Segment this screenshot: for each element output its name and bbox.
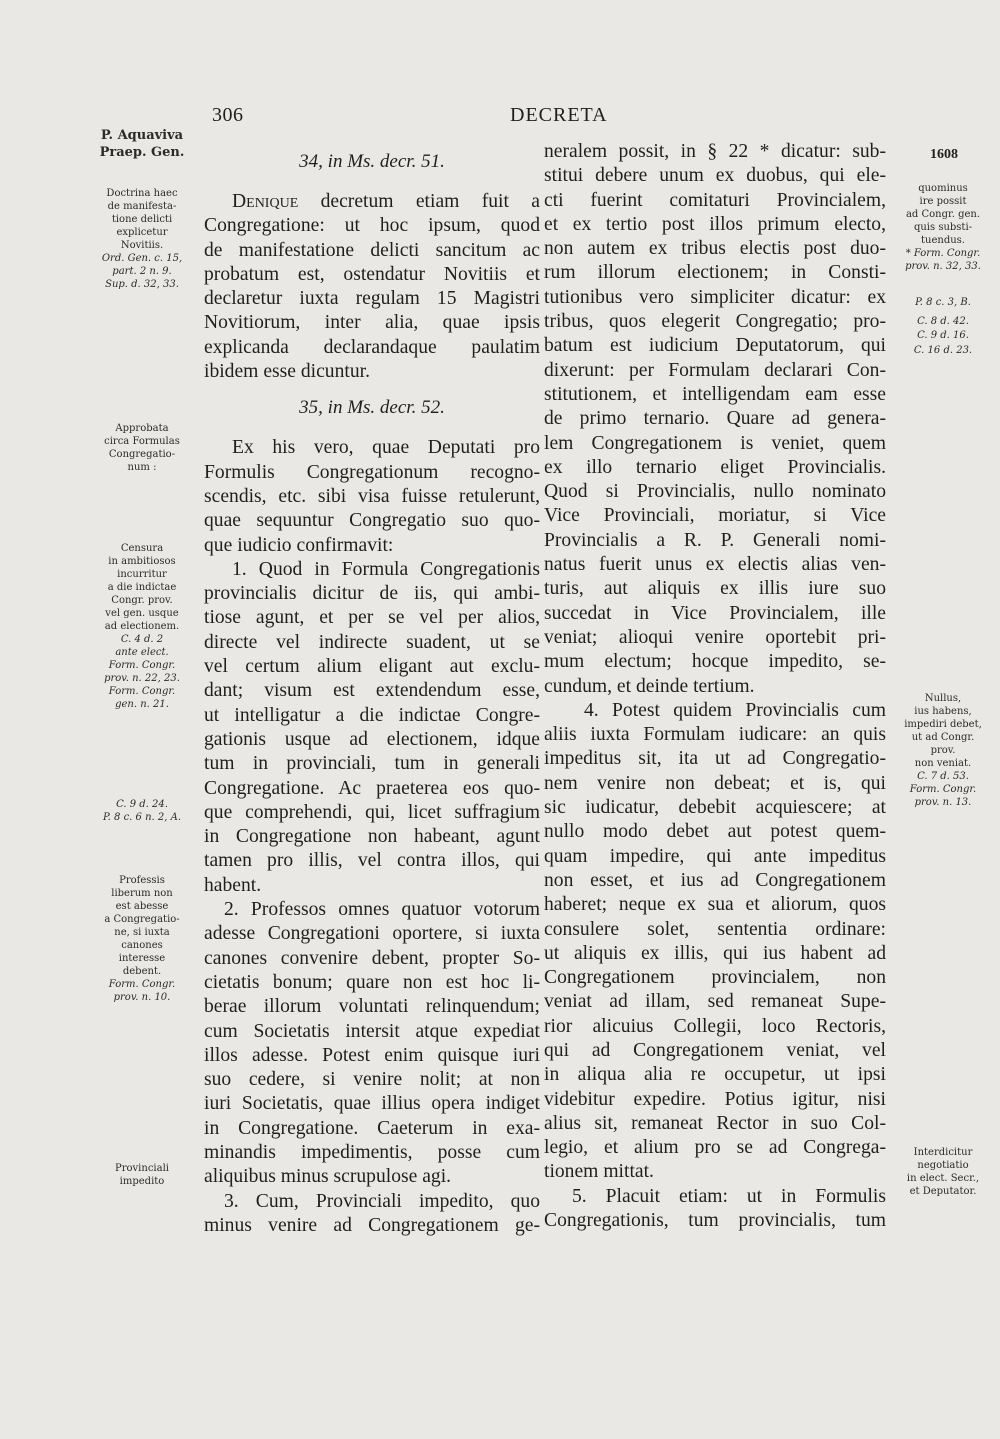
text-line: habent. <box>204 874 262 896</box>
text-line: explicanda declarandaque paulatim <box>204 336 540 358</box>
text-line: 1. Quod in Formula Congregationis <box>232 558 540 580</box>
margin-line: circa Formulas <box>104 436 180 447</box>
margin-note-approbata <box>86 422 198 474</box>
text-line: directe vel indirecte suadent, ut se <box>204 631 540 653</box>
text-fragment: decretum etiam fuit a <box>298 191 540 212</box>
text-line: iuri Societatis, quae illius opera indiget <box>204 1093 540 1115</box>
margin-reference: C. 4 d. 2 <box>120 634 164 645</box>
margin-line: impediri debet, <box>904 719 982 730</box>
margin-reference: prov. n. 22, 23. <box>104 673 180 684</box>
margin-line: negotiatio <box>917 1160 969 1171</box>
margin-line: a die indictae <box>107 582 177 593</box>
text-line: quam impedire, qui ante impeditus <box>544 845 886 867</box>
margin-line: ut ad Congr. <box>911 732 975 743</box>
text-line: tribus, quos elegerit Congregatio; pro- <box>544 311 886 333</box>
text-line: cundum, et deinde tertium. <box>544 675 755 697</box>
margin-line: tuendus. <box>921 235 965 246</box>
margin-line: Congr. prov. <box>111 595 173 606</box>
text-line: de primo ternario. Quare ad genera- <box>544 408 886 430</box>
margin-reference: prov. n. 13. <box>914 797 972 808</box>
text-line: suo cedere, si venire nolit; at non <box>204 1069 540 1091</box>
text-line: tamen pro illis, vel contra illos, qui <box>204 850 540 872</box>
margin-line: Interdicitur <box>913 1147 973 1158</box>
text-line: minandis impedimentis, posse cum <box>204 1141 540 1163</box>
decree-heading: 34, in Ms. decr. 51. <box>299 151 445 172</box>
text-line: qui ad Congregationem veniat, vel <box>544 1039 886 1061</box>
text-line: stitutionem, et intelligendam eam esse <box>544 383 886 405</box>
text-line: rior alicuius Collegii, loco Rectoris, <box>544 1015 886 1037</box>
text-line: veniat ad illam, sed remaneat Supe- <box>544 991 886 1013</box>
text-line: tionem mittat. <box>544 1161 654 1183</box>
margin-reference: Form. Congr. <box>108 660 176 671</box>
margin-line: impedito <box>119 1176 165 1187</box>
text-line: nem venire non debeat; et is, qui <box>544 772 886 794</box>
margin-line: incurritur <box>117 569 167 580</box>
margin-line: tione delicti <box>111 214 173 225</box>
text-line: rum illorum electionem; in Consti- <box>544 262 886 284</box>
text-line: cietatis bonum; quare non est hoc li- <box>204 971 540 993</box>
margin-line: Nullus, <box>924 693 962 704</box>
text-line: canones convenire debent, propter So- <box>204 947 540 969</box>
text-line: in Congregatione non habeant, agunt <box>204 826 540 848</box>
text-line: Quod si Provincialis, nullo nominato <box>544 481 886 503</box>
margin-author <box>86 127 198 161</box>
margin-reference: C. 7 d. 53. <box>917 771 969 782</box>
text-line: minus venire ad Congregationem ge- <box>204 1214 540 1236</box>
margin-line: ne, si iuxta <box>114 927 170 938</box>
margin-note-provinciali <box>86 1162 198 1188</box>
text-line: Congregatione. Ac praeterea eos quo- <box>204 777 540 799</box>
text-line: aliis iuxta Formulam iudicare: an quis <box>544 724 886 746</box>
margin-line: est abesse <box>115 901 169 912</box>
text-line: ut intelligatur a die indictae Congre- <box>204 704 540 726</box>
text-line: ibidem esse dicuntur. <box>204 361 370 383</box>
text-line: mum electum; hocque impedito, se- <box>544 651 886 673</box>
margin-line: Doctrina haec <box>106 188 178 199</box>
margin-line: Novitiis. <box>120 240 164 251</box>
margin-line: Approbata <box>115 423 169 434</box>
margin-year: 1608 <box>930 147 958 162</box>
text-line: non autem ex tribus electis post duo- <box>544 238 886 260</box>
margin-line: interesse <box>118 953 166 964</box>
text-line: que iudicio confirmavit: <box>204 534 394 556</box>
margin-reference: C. 9 d. 16. <box>917 330 969 341</box>
text-line: probatum est, ostendatur Novitiis et <box>204 263 540 285</box>
margin-reference: prov. n. 10. <box>113 992 171 1003</box>
text-line: vel certum alium eligant aut exclu- <box>204 656 540 678</box>
margin-note-nullus <box>893 692 993 809</box>
text-line: impeditus sit, ita ut ad Congregatio- <box>544 748 886 770</box>
margin-reference: P. 8 c. 6 n. 2, A. <box>102 812 182 823</box>
text-line: adesse Congregationi oportere, si iuxta <box>204 923 540 945</box>
text-line: cum Societatis intersit atque expediat <box>204 1020 540 1042</box>
margin-line: prov. <box>930 745 956 756</box>
text-line: gationis usque ad electionem, idque <box>204 728 540 750</box>
margin-reference: prov. n. 32, 33. <box>905 261 981 272</box>
text-line: Ex his vero, quae Deputati pro <box>232 437 540 459</box>
margin-line: ad Congr. gen. <box>905 209 981 220</box>
text-line: tiose agunt, et per se vel per alios, <box>204 607 540 629</box>
margin-note-doctrina <box>86 187 198 291</box>
margin-note-refs-right <box>893 296 993 358</box>
text-line: Vice Provinciali, moriatur, si Vice <box>544 505 886 527</box>
margin-note-professis <box>86 874 198 1004</box>
margin-line: Congregatio- <box>108 449 176 460</box>
margin-line: liberum non <box>111 888 173 899</box>
text-line: consulere solet, sententia ordinare: <box>544 918 886 940</box>
text-line: sic iudicatur, debebit acquiescere; at <box>544 797 886 819</box>
margin-note-censura <box>86 542 198 711</box>
margin-reference: Form. Congr. <box>909 784 977 795</box>
text-line: 3. Cum, Provinciali impedito, quo <box>224 1190 540 1212</box>
margin-note-interdicitur <box>893 1146 993 1198</box>
text-line: Congregationis, tum provincialis, tum <box>544 1210 886 1232</box>
text-line: Novitiorum, inter alia, quae ipsis <box>204 312 540 334</box>
text-line: dant; visum est extendendum esse, <box>204 680 540 702</box>
margin-line: ius habens, <box>914 706 972 717</box>
text-line: 5. Placuit etiam: ut in Formulis <box>572 1185 886 1207</box>
margin-line: quominus <box>918 183 968 194</box>
margin-line: de manifesta- <box>107 201 177 212</box>
text-line: illos adesse. Potest enim quisque iuri <box>204 1044 540 1066</box>
text-line: in Congregatione. Caeterum in exa- <box>204 1117 540 1139</box>
text-line: neralem possit, in § 22 * dicatur: sub- <box>544 141 886 162</box>
running-title: DECRETA <box>510 104 608 126</box>
text-line: 2. Professos omnes quatuor votorum <box>224 899 540 921</box>
margin-line: a Congregatio- <box>104 914 180 925</box>
margin-line: Provinciali <box>115 1163 169 1174</box>
margin-reference: C. 16 d. 23. <box>913 344 973 356</box>
margin-reference: Form. Congr. <box>108 979 176 990</box>
text-line: non esset, et ius ad Congregationem <box>544 869 886 891</box>
margin-line: canones <box>121 940 163 951</box>
text-line: succedat in Vice Provincialem, ille <box>544 602 886 624</box>
drop-word: Denique <box>232 191 299 212</box>
text-line <box>204 190 540 214</box>
page-number: 306 <box>212 104 244 126</box>
margin-line: ad electionem. <box>104 621 180 632</box>
text-line: declaretur iuxta regulam 15 Magistri <box>204 288 540 310</box>
margin-reference: Form. Congr. <box>108 686 176 697</box>
text-line: veniat; alioqui venire oportebit pri- <box>544 626 886 648</box>
text-line: stitui debere unum ex duobus, qui ele- <box>544 165 886 187</box>
text-line: berae illorum voluntati relinquendum; <box>204 996 540 1018</box>
text-line: nullo modo debet aut potest quem- <box>544 821 886 843</box>
margin-line: vel gen. usque <box>105 608 179 619</box>
margin-note-quominus <box>893 182 993 273</box>
text-line: scendis, etc. sibi visa fuisse retulerunt, <box>204 485 540 507</box>
margin-line: explicetur <box>116 227 168 238</box>
margin-reference: part. 2 n. 9. <box>112 266 172 277</box>
text-line: lem Congregationem is veniet, quem <box>544 432 886 454</box>
margin-line: in ambitiosos <box>108 556 176 567</box>
margin-reference: * Form. Congr. <box>905 248 981 259</box>
margin-line: Professis <box>119 875 165 886</box>
margin-note-refs <box>86 798 198 824</box>
margin-line: Censura <box>120 543 164 554</box>
margin-reference: Ord. Gen. c. 15, <box>101 253 183 264</box>
margin-line: ire possit <box>919 196 967 207</box>
left-text-column <box>204 150 540 1238</box>
margin-reference: C. 9 d. 24. <box>116 799 168 810</box>
margin-line: et Deputator. <box>909 1186 977 1197</box>
text-line: legio, et alium pro se ad Congrega- <box>544 1137 886 1159</box>
margin-reference: P. 8 c. 3, B. <box>915 297 971 308</box>
text-line: dixerunt: per Formulam declarari Con- <box>544 359 886 381</box>
margin-author-line: Praep. Gen. <box>99 145 185 160</box>
text-line: Congregationem provincialem, non <box>544 967 886 989</box>
margin-reference: C. 8 d. 42. <box>917 315 969 327</box>
margin-author-line: P. Aquaviva <box>100 128 184 143</box>
text-line: ex illo ternario eliget Provincialis. <box>544 456 886 478</box>
text-line: natus fuerit unus ex electis alias ven- <box>544 554 886 576</box>
text-line: tutionibus vero simpliciter dicatur: ex <box>544 286 886 308</box>
margin-line: debent. <box>122 966 162 977</box>
text-line: turis, aut aliquis ex illis iure suo <box>544 578 886 600</box>
margin-line: quis substi- <box>913 222 973 233</box>
text-line: Formulis Congregationum recogno- <box>204 461 540 483</box>
text-line: 4. Potest quidem Provincialis cum <box>584 699 886 721</box>
text-line: in aliqua alia re occupetur, ut ipsi <box>544 1064 886 1086</box>
text-line: tum in provinciali, tum in generali <box>204 753 540 775</box>
text-line: videbitur expedire. Potius igitur, nisi <box>544 1088 886 1110</box>
text-line: de manifestatione delicti sancitum ac <box>204 239 540 261</box>
text-line: et ex tertio post illos primum electo, <box>544 213 886 235</box>
decree-heading: 35, in Ms. decr. 52. <box>299 397 445 419</box>
text-line: haberet; neque ex sua et aliorum, quos <box>544 894 886 916</box>
text-line: ut aliquis ex illis, qui ius habent ad <box>544 942 886 964</box>
text-line: Congregatione: ut hoc ipsum, quod <box>204 215 540 237</box>
text-line: alius sit, remaneat Rector in suo Col- <box>544 1112 886 1134</box>
margin-reference: ante elect. <box>115 647 169 658</box>
right-text-column <box>544 140 886 1233</box>
margin-line: non veniat. <box>914 758 972 769</box>
text-line: Provincialis a R. P. Generali nomi- <box>544 529 886 551</box>
margin-reference: gen. n. 21. <box>115 699 169 710</box>
text-line: provincialis dicitur de iis, qui ambi- <box>204 583 540 605</box>
margin-line: num : <box>127 462 157 473</box>
margin-line: in elect. Secr., <box>906 1173 980 1184</box>
text-line: batum est iudicium Deputatorum, qui <box>544 335 886 357</box>
text-line: cti fuerint comitaturi Provincialem, <box>544 189 886 211</box>
margin-reference: Sup. d. 32, 33. <box>105 279 179 290</box>
text-line: quae sequuntur Congregatio suo quo- <box>204 510 540 532</box>
text-line: que comprehendi, qui, licet suffragium <box>204 801 540 823</box>
text-line: aliquibus minus scrupulose agi. <box>204 1166 452 1188</box>
